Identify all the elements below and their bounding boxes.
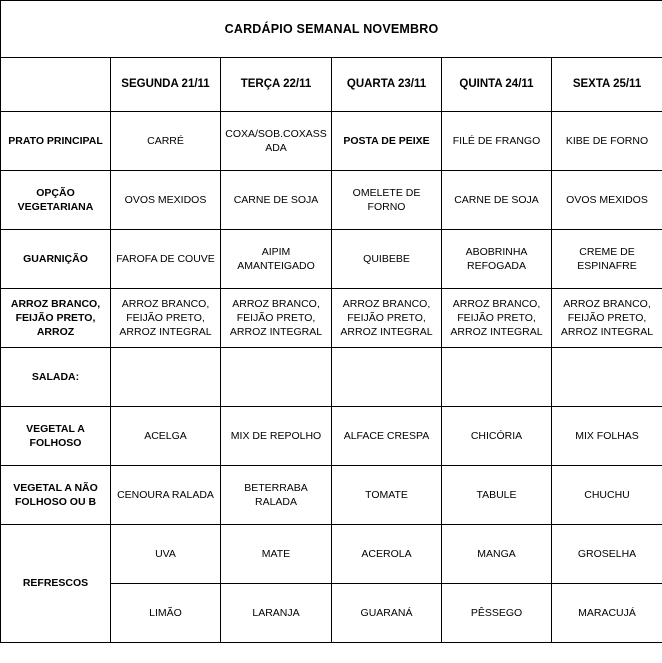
menu-cell: POSTA DE PEIXE [332,112,442,171]
menu-cell: MATE [221,525,332,584]
row-label-arroz-feijao: ARROZ BRANCO, FEIJÃO PRETO, ARROZ [1,289,111,348]
menu-cell: OVOS MEXIDOS [552,171,662,230]
menu-cell: ACELGA [111,407,221,466]
menu-cell [552,348,662,407]
column-header-quarta: QUARTA 23/11 [332,58,442,112]
menu-cell: CHICÓRIA [442,407,552,466]
menu-cell [442,348,552,407]
row-label-guarnicao: GUARNIÇÃO [1,230,111,289]
menu-cell: MIX DE REPOLHO [221,407,332,466]
menu-cell: ABOBRINHA REFOGADA [442,230,552,289]
row-label-salada: SALADA: [1,348,111,407]
menu-cell: FILÉ DE FRANGO [442,112,552,171]
menu-cell: ARROZ BRANCO, FEIJÃO PRETO, ARROZ INTEGRAL [221,289,332,348]
menu-cell: OMELETE DE FORNO [332,171,442,230]
menu-cell: CARNE DE SOJA [221,171,332,230]
menu-cell: MIX FOLHAS [552,407,662,466]
menu-cell: GUARANÁ [332,584,442,643]
row-label-vegetal-nao-folhoso: VEGETAL A NÃO FOLHOSO OU B [1,466,111,525]
row-label-refrescos: REFRESCOS [1,525,111,643]
menu-cell: PÊSSEGO [442,584,552,643]
column-header-sexta: SEXTA 25/11 [552,58,662,112]
menu-cell [111,348,221,407]
menu-cell: MANGA [442,525,552,584]
corner-cell [1,58,111,112]
menu-cell: BETERRABA RALADA [221,466,332,525]
menu-cell: MARACUJÁ [552,584,662,643]
menu-cell [332,348,442,407]
menu-cell: LIMÃO [111,584,221,643]
menu-cell: GROSELHA [552,525,662,584]
row-label-vegetal-folhoso: VEGETAL A FOLHOSO [1,407,111,466]
menu-cell: ARROZ BRANCO, FEIJÃO PRETO, ARROZ INTEGRAL [442,289,552,348]
menu-cell: CHUCHU [552,466,662,525]
menu-cell: ACEROLA [332,525,442,584]
menu-cell: ARROZ BRANCO, FEIJÃO PRETO, ARROZ INTEGRAL [111,289,221,348]
menu-cell: ARROZ BRANCO, FEIJÃO PRETO, ARROZ INTEGRAL [552,289,662,348]
menu-cell: TOMATE [332,466,442,525]
menu-cell: AIPIM AMANTEIGADO [221,230,332,289]
menu-cell: ALFACE CRESPA [332,407,442,466]
menu-cell: OVOS MEXIDOS [111,171,221,230]
column-header-quinta: QUINTA 24/11 [442,58,552,112]
row-label-prato-principal: PRATO PRINCIPAL [1,112,111,171]
menu-cell: CENOURA RALADA [111,466,221,525]
menu-cell: CARNE DE SOJA [442,171,552,230]
menu-cell: QUIBEBE [332,230,442,289]
row-label-opcao-vegetariana: OPÇÃO VEGETARIANA [1,171,111,230]
menu-cell: UVA [111,525,221,584]
menu-cell: ARROZ BRANCO, FEIJÃO PRETO, ARROZ INTEGRAL [332,289,442,348]
menu-cell: CREME DE ESPINAFRE [552,230,662,289]
column-header-segunda: SEGUNDA 21/11 [111,58,221,112]
menu-cell [221,348,332,407]
menu-cell: COXA/SOB.COXASSADA [221,112,332,171]
column-header-terca: TERÇA 22/11 [221,58,332,112]
menu-cell: FAROFA DE COUVE [111,230,221,289]
menu-cell: KIBE DE FORNO [552,112,662,171]
menu-cell: CARRÉ [111,112,221,171]
table-title: CARDÁPIO SEMANAL NOVEMBRO [1,1,662,58]
menu-cell: TABULE [442,466,552,525]
menu-cell: LARANJA [221,584,332,643]
